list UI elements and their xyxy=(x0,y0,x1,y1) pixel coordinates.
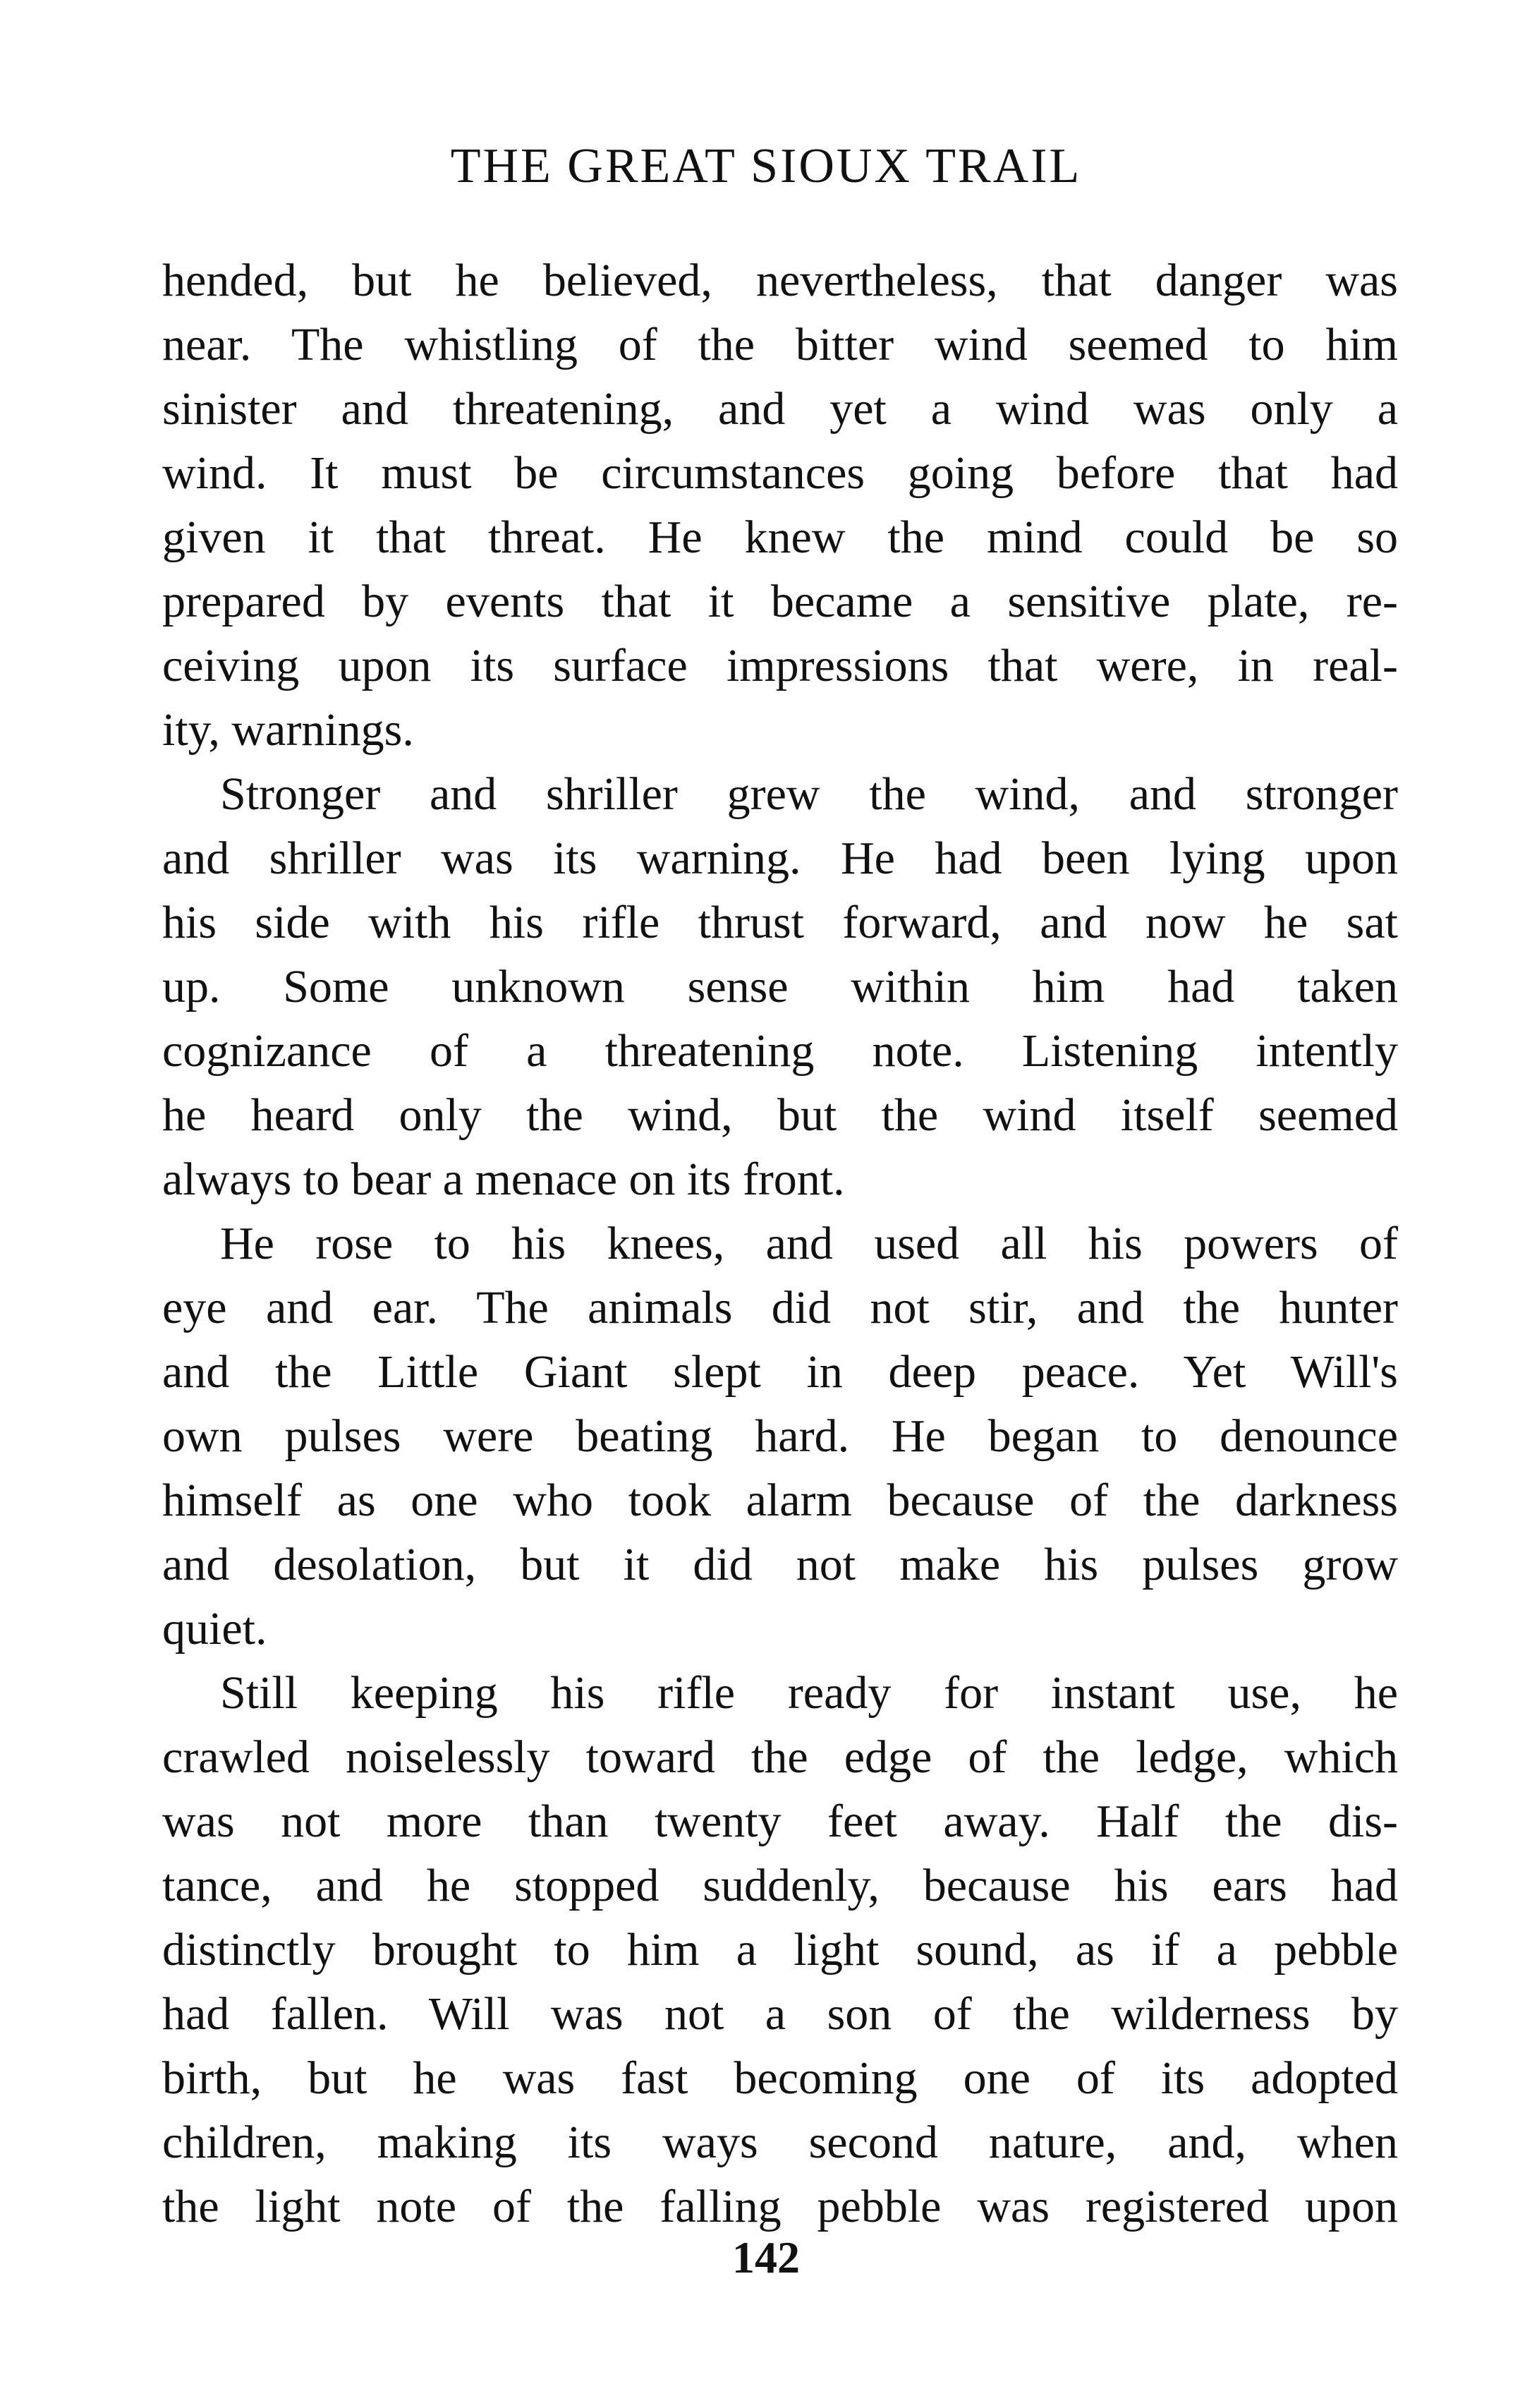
text-line: and shriller was its warning. He had been lying upon xyxy=(162,833,1398,884)
paragraph-first-line: Stronger and shriller grew the wind, and stronger xyxy=(220,768,1398,820)
page-number: 142 xyxy=(732,2232,800,2282)
text-line: wind. It must be circumstances going before that had xyxy=(162,447,1398,499)
paragraph-first-line: He rose to his knees, and used all his powers of xyxy=(220,1218,1398,1269)
text-line: the light note of the falling pebble was registered upon xyxy=(162,2181,1398,2232)
text-line: and the Little Giant slept in deep peace. Yet Will's xyxy=(162,1346,1398,1398)
text-line: hended, but he believed, nevertheless, that danger was xyxy=(162,255,1398,306)
text-line: had fallen. Will was not a son of the wilderness by xyxy=(162,1988,1398,2040)
text-line: birth, but he was fast becoming one of its adopted xyxy=(162,2052,1398,2104)
text-line: own pulses were beating hard. He began to denounce xyxy=(162,1410,1398,1462)
text-line: himself as one who took alarm because of the darkness xyxy=(162,1475,1398,1526)
body-text xyxy=(162,248,1398,2239)
text-line: ceiving upon its surface impressions that were, in real- xyxy=(162,640,1398,691)
text-line: was not more than twenty feet away. Half the dis- xyxy=(162,1796,1398,1847)
text-line: tance, and he stopped suddenly, because his ears had xyxy=(162,1860,1398,1911)
text-line: crawled noiselessly toward the edge of the ledge, which xyxy=(162,1731,1398,1783)
running-head-title: THE GREAT SIOUX TRAIL xyxy=(450,139,1082,193)
paragraph-first-line: Still keeping his rifle ready for instant use, he xyxy=(220,1667,1398,1719)
text-line: distinctly brought to him a light sound, as if a pebble xyxy=(162,1924,1398,1976)
text-line: he heard only the wind, but the wind itself seemed xyxy=(162,1089,1398,1141)
text-line: his side with his rifle thrust forward, and now he sat xyxy=(162,897,1398,948)
text-line: near. The whistling of the bitter wind seemed to him xyxy=(162,319,1398,370)
text-line: given it that threat. He knew the mind could be so xyxy=(162,512,1398,563)
text-line: ity, warnings. xyxy=(162,704,414,756)
text-line: sinister and threatening, and yet a wind was only a xyxy=(162,383,1398,435)
text-line: eye and ear. The animals did not stir, and the hunter xyxy=(162,1282,1398,1333)
text-line: quiet. xyxy=(162,1603,267,1654)
text-line: cognizance of a threatening note. Listening intently xyxy=(162,1025,1398,1077)
text-line: and desolation, but it did not make his pulses grow xyxy=(162,1539,1398,1590)
text-line: prepared by events that it became a sensitive plate, re- xyxy=(162,576,1398,627)
text-line: up. Some unknown sense within him had taken xyxy=(162,961,1398,1012)
text-line: children, making its ways second nature, and, when xyxy=(162,2117,1398,2168)
text-line: always to bear a menace on its front. xyxy=(162,1154,845,1205)
